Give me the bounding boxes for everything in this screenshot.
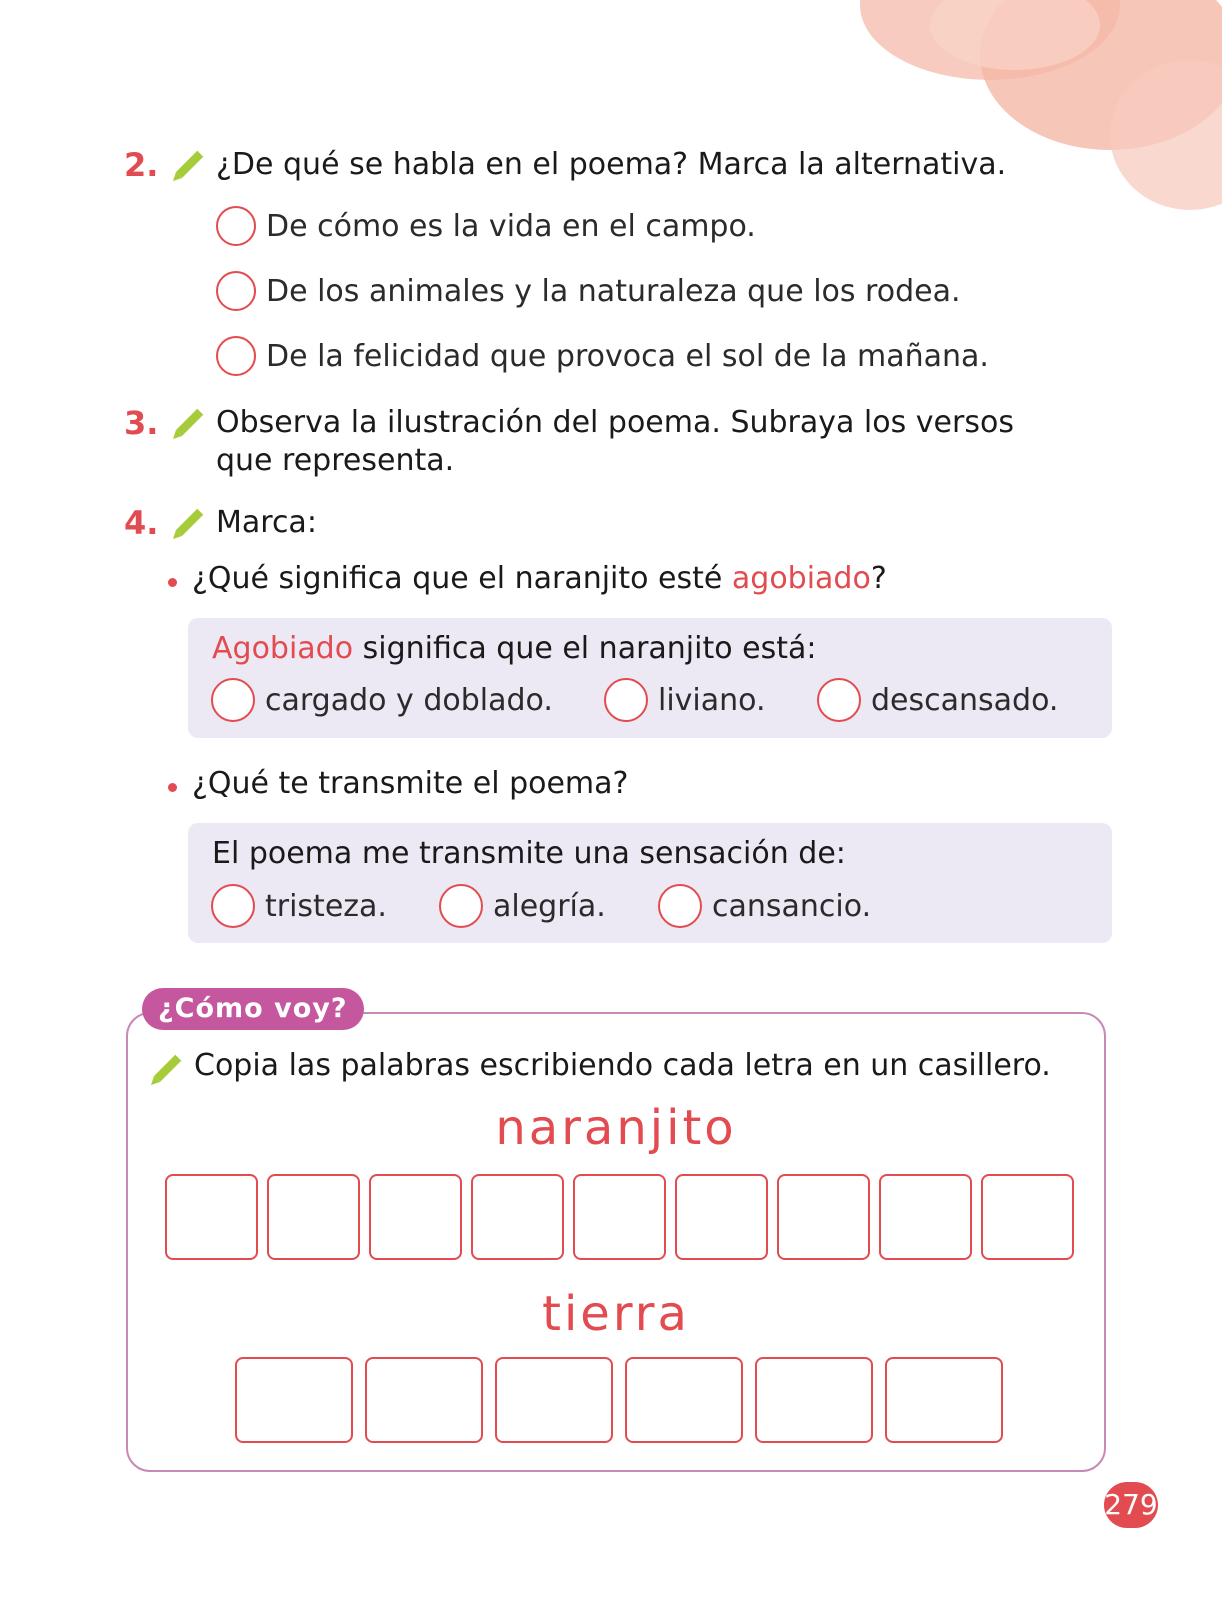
letter-cell[interactable] [981, 1174, 1074, 1260]
question-4-bullet-1 [192, 560, 887, 598]
como-voy-instruction: Copia las palabras escribiendo cada letra en un casillero. [194, 1048, 1051, 1083]
q2-option-3[interactable] [216, 336, 989, 376]
letter-cell[interactable] [755, 1357, 873, 1443]
radio-circle[interactable] [658, 884, 702, 928]
radio-circle[interactable] [211, 678, 255, 722]
question-2-prompt: ¿De qué se habla en el poema? Marca la alternativa. [216, 147, 1007, 182]
option-label: tristeza. [265, 888, 387, 924]
bullet [168, 783, 177, 792]
letter-cell[interactable] [879, 1174, 972, 1260]
option-label: cansancio. [712, 888, 872, 924]
option-label: liviano. [658, 682, 766, 718]
letter-cell[interactable] [675, 1174, 768, 1260]
highlight-word: Agobiado [212, 631, 354, 666]
bullet-1-end: ? [870, 561, 887, 596]
question-4-bullet-2: ¿Qué te transmite el poema? [192, 766, 629, 801]
radio-circle[interactable] [604, 678, 648, 722]
box-1-text: significa que el naranjito está: [353, 631, 817, 666]
box-1-option-3[interactable] [817, 678, 1058, 722]
letter-cell[interactable] [365, 1357, 483, 1443]
letter-cell[interactable] [495, 1357, 613, 1443]
pencil-icon [146, 1046, 188, 1088]
page-number: 279 [1104, 1482, 1158, 1528]
pencil-icon [168, 500, 210, 542]
pencil-icon [168, 142, 210, 184]
option-label: cargado y doblado. [265, 682, 553, 718]
box-2-option-2[interactable] [439, 884, 606, 928]
answer-box-2-prompt: El poema me transmite una sensación de: [212, 836, 846, 871]
radio-circle[interactable] [211, 884, 255, 928]
box-2-option-3[interactable] [658, 884, 871, 928]
question-2-number: 2. [124, 146, 159, 184]
q2-option-1[interactable] [216, 206, 756, 246]
pencil-icon [168, 400, 210, 442]
radio-circle[interactable] [216, 206, 256, 246]
option-label: De la felicidad que provoca el sol de la mañana. [266, 338, 989, 374]
letter-cell[interactable] [573, 1174, 666, 1260]
letter-cell[interactable] [885, 1357, 1003, 1443]
question-4-prompt: Marca: [216, 505, 317, 540]
radio-circle[interactable] [439, 884, 483, 928]
option-label: descansado. [871, 682, 1059, 718]
como-voy-badge: ¿Cómo voy? [142, 988, 364, 1030]
letter-cell[interactable] [471, 1174, 564, 1260]
question-3-prompt-line2: que representa. [216, 443, 455, 478]
letter-cell[interactable] [235, 1357, 353, 1443]
question-3-number: 3. [124, 404, 159, 442]
letter-cell[interactable] [625, 1357, 743, 1443]
answer-box-1-prompt [212, 630, 816, 668]
question-3-prompt-line1: Observa la ilustración del poema. Subraya los versos [216, 405, 1014, 440]
word-tierra: tierra [542, 1286, 690, 1342]
letter-cell[interactable] [165, 1174, 258, 1260]
letter-cell[interactable] [267, 1174, 360, 1260]
question-4-number: 4. [124, 504, 159, 542]
box-1-option-2[interactable] [604, 678, 766, 722]
bullet [168, 578, 177, 587]
box-1-option-1[interactable] [211, 678, 553, 722]
word-naranjito: naranjito [495, 1100, 737, 1156]
option-label: alegría. [493, 888, 606, 924]
radio-circle[interactable] [817, 678, 861, 722]
box-2-option-1[interactable] [211, 884, 387, 928]
letter-cell[interactable] [777, 1174, 870, 1260]
letter-cell[interactable] [369, 1174, 462, 1260]
radio-circle[interactable] [216, 336, 256, 376]
highlight-word: agobiado [731, 561, 871, 596]
bullet-1-text: ¿Qué significa que el naranjito esté [192, 561, 732, 596]
option-label: De los animales y la naturaleza que los rodea. [266, 273, 961, 309]
option-label: De cómo es la vida en el campo. [266, 208, 756, 244]
radio-circle[interactable] [216, 271, 256, 311]
q2-option-2[interactable] [216, 271, 961, 311]
